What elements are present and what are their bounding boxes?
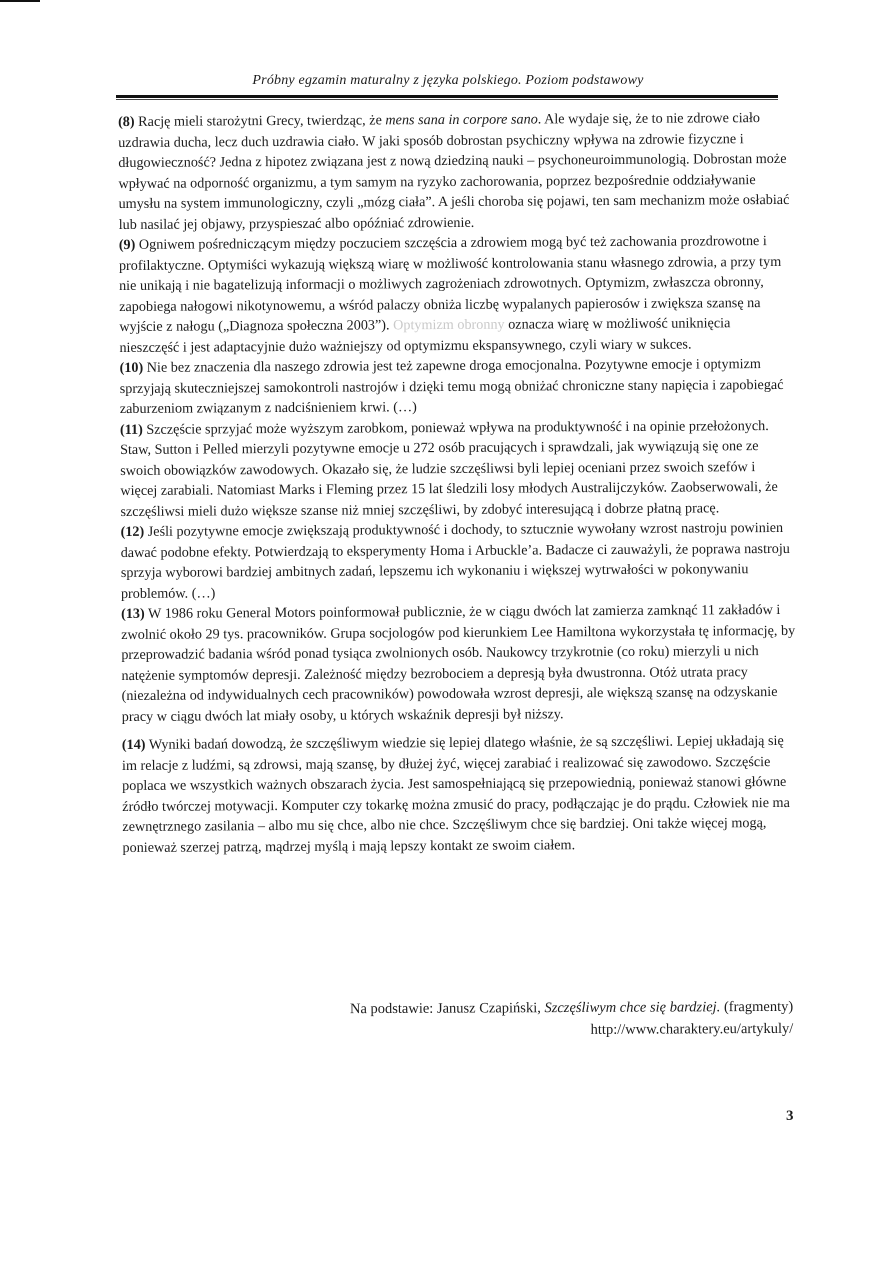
paragraph-9: [119, 231, 794, 358]
citation-line: [350, 996, 793, 1020]
header-rule: [116, 95, 778, 98]
paragraph-13: [121, 600, 796, 727]
page-header: Próbny egzamin maturalny z języka polskiego. Poziom podstawowy: [252, 73, 644, 88]
paragraph-text: Nie bez znaczenia dla naszego zdrowia jest też zapewne droga emocjonalna. Pozytywne emocje i optymizm sprzyjają skuteczniejszej samokontroli nastrojów i dzięki temu mogą obniżać chroniczne stany napięcia i zapobiegać zaburzeniom związanym z nadciśnieniem krwi. (…): [119, 356, 784, 417]
faded-text: Optymizm obronny: [393, 316, 505, 334]
header-rule-thin: [116, 99, 778, 100]
citation-prefix: Na podstawie: Janusz Czapiński,: [349, 1000, 545, 1018]
paragraph-10: [120, 354, 794, 420]
paragraph-number: (9): [118, 236, 136, 253]
article-body: [118, 108, 797, 858]
paragraph-number: (10): [119, 359, 144, 376]
latin-quote: mens sana in corpore sano: [385, 111, 538, 129]
paragraph-number: (12): [120, 523, 145, 540]
paragraph-text: Jeśli pozytywne emocje zwiększają produktywność i dochody, to sztucznie wywołany wzrost nastroju powinien dawać podobne efekty. Potwierdzają to eksperymenty Homa i Arbuckle’a. Badacze ci zauważyli, że poprawa nastroju sprzyja wyborowi bardziej ambitnych zadań, lepszemu ich wykonaniu i większej wytrwałości w pokonywaniu problemów. (…): [120, 519, 790, 602]
paragraph-number: (8): [118, 113, 135, 130]
source-citation: [350, 996, 793, 1042]
page-number: 3: [786, 1108, 794, 1124]
paragraph-number: (14): [121, 736, 146, 753]
paragraph-14: [122, 731, 797, 858]
paragraph-11: [120, 415, 795, 522]
paragraph-text: Ogniwem pośredniczącym między poczuciem szczęścia a zdrowiem mogą być też zachowania prozdrowotne i profilaktyczne. Optymiści wykazują większą wiarę w możliwość kontrolowania stanu własnego zdrowia, a przy tym nie unikają i nie bagatelizują informacji o możliwych zagrożeniach zdrowotnych. Optymizm, zwłaszcza obronny, zapobiega nałogowi nikotynowemu, a wśród palaczy obniża liczbę wypalanych papierosów i zwiększa szansę na wyjście z nałogu („Diagnoza społeczna 2003”).: [118, 233, 782, 335]
citation-title: Szczęśliwym chce się bardziej.: [544, 999, 721, 1017]
citation-suffix: (fragmenty): [720, 998, 793, 1016]
paragraph-text: W 1986 roku General Motors poinformował publicznie, że w ciągu dwóch lat zamierza zamknąć 11 zakładów i zwolnić około 29 tys. pracowników. Grupa socjologów pod kierunkiem Lee Hamiltona wykorzystała tę informację, by przeprowadzić badania wśród ponad tysiąca zwolnionych osób. Naukowcy trzykrotnie (co roku) mierzyli u nich natężenie symptomów depresji. Zależność między bezrobociem a depresją była dwustronna. Otóż utrata pracy (niezależna od indywidualnych cech pracowników) powodowała wzrost depresji, ale większą szansę na odzyskanie pracy w ciągu dwóch lat miały osoby, u których wskaźnik depresji był niższy.: [121, 601, 796, 725]
paragraph-12: [121, 518, 795, 604]
paragraph-text: oznacza wiarę w możliwość uniknięcia nieszczęść i jest adaptacyjnie dużo ważniejszy od optymizmu ekspansywnego, czyli wiary w sukces.: [119, 315, 731, 356]
paragraph-number: (11): [119, 421, 143, 438]
citation-url: http://www.charaktery.eu/artykuly/: [590, 1020, 794, 1038]
paragraph-text: . Ale wydaje się, że to nie zdrowe ciało uzdrawia ducha, lecz duch uzdrawia ciało. W jaki sposób dobrostan psychiczny wpływa na zdrowie fizyczne i długowieczność? Jedna z hipotez związana jest z nową dziedziną nauki – psychoneuroimmunologią. Dobrostan może wpływać na odporność organizmu, a tym samym na ryzyko zachorowania, poprzez bezpośrednie oddziaływanie umysłu na system immunologiczny, czyli „mózg ciała”. A jeśli choroba się pojawi, ten sam mechanizm może osłabiać lub nasilać jej objawy, przyspieszać albo opóźniać zdrowienie.: [118, 110, 790, 233]
paragraph-text: Wyniki badań dowodzą, że szczęśliwym wiedzie się lepiej dlatego właśnie, że są szczęśliwi. Lepiej układają się im relacje z ludźmi, są zdrowsi, mają szansę, by dłużej żyć, więcej zarabiać i realizować się zawodowo. Szczęście poplaca we wszystkich ważnych obszarach życia. Jest samospełniającą się przepowiednią, ponieważ stanowi główne źródło twórczej motywacji. Komputer czy tokarkę można zmusić do pracy, podłączając je do prądu. Człowiek nie ma zewnętrznego zasilania – albo mu się chce, albo nie chce. Szczęśliwym chce się bardziej. Oni także więcej mogą, ponieważ szerzej patrzą, mądrzej myślą i mają lepszy kontakt ze swoim ciałem.: [121, 732, 790, 856]
paragraph-8: [118, 108, 793, 235]
paragraph-text: Szczęście sprzyjać może wyższym zarobkom, ponieważ wpływa na produktywność i na opinie przełożonych. Staw, Sutton i Pelled mierzyli pozytywne emocje u 272 osób pracujących i sprawdzali, jak wywiązują się one ze swoich obowiązków zawodowych. Okazało się, że ludzie szczęśliwsi byli lepiej oceniani przez swoich szefów i więcej zarabiali. Natomiast Marks i Fleming przez 15 lat śledzili losy młodych Australijczyków. Zaobserwowali, że szczęśliwsi mieli dużo większe szanse niż mniej szczęśliwi, by zdobyć interesującą i dobrze płatną pracę.: [120, 417, 778, 520]
corner-scan-mark: [0, 0, 40, 2]
paragraph-text: Rację mieli starożytni Grecy, twierdząc, że: [134, 112, 386, 130]
paragraph-number: (13): [121, 605, 145, 622]
